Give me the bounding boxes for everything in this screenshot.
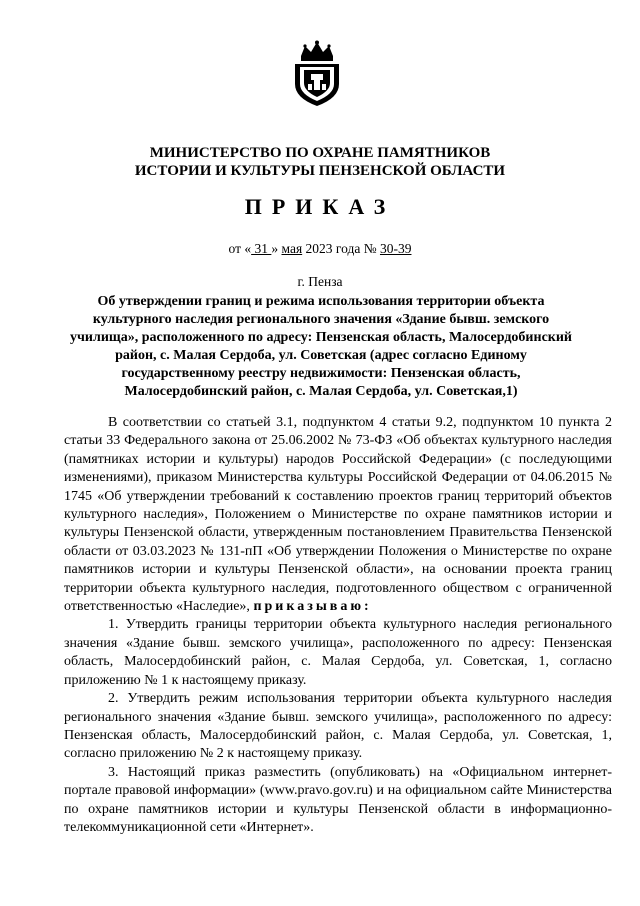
date-mid: » — [271, 241, 279, 256]
order-subject: Об утверждении границ и режима использования территории объекта культурного наследия регионального значения «Здание бывш. земского училища», расположенного по адресу: Пензенская область, Малосердобинский район, с. Малая Сердоба, ул. Советская (адрес согласно Единому государственному реестру недвижимости: Пензенская область, Малосердобинский район, с. Малая Сердоба, ул. Советская,1) — [70, 294, 572, 399]
preamble-text: В соответствии со статьей 3.1, подпунктом 4 статьи 9.2, подпунктом 10 пункта 2 статьи 33 Федерального закона от 25.06.2002 № 73-ФЗ «Об объектах культурного наследия (памятниках истории и культуры) народов Российской Федерации» (с последующими изменениями), приказом Министерства культуры Российской Федерации от 04.06.2015 № 1745 «Об утверждении требований к составлению проектов границ территорий объектов культурного наследия», Положением о Министерстве по охране памятников истории и культуры Пензенской области, утвержденным постановлением Правительства Пензенской области от 03.03.2023 № 131-пП «Об утверждении Положения о Министерстве по охране памятников истории и культуры Пензенской области», на основании проекта границ территории объекта культурного наследия, подготовленного обществом с ограниченной ответственностью «Наследие», — [64, 415, 612, 615]
order-title: ПРИКАЗ — [244, 194, 396, 219]
item-2: 2. Утвердить режим использования территории объекта культурного наследия регионального значения «Здание бывш. земского училища», расположенного по адресу: Пензенская область, Малосердобинский район, с. Малая Сердоба, ул. Советская, 1, согласно приложению № 2 к настоящему приказу. — [64, 691, 612, 762]
ministry-line-2: ИСТОРИИ И КУЛЬТУРЫ ПЕНЗЕНСКОЙ ОБЛАСТИ — [134, 163, 506, 179]
ministry-name — [60, 144, 580, 180]
ministry-line-1: МИНИСТЕРСТВО ПО ОХРАНЕ ПАМЯТНИКОВ — [149, 145, 491, 161]
date-day: 31 — [254, 241, 268, 256]
order-word: приказываю: — [253, 599, 372, 615]
item-1: 1. Утвердить границы территории объекта культурного наследия регионального значения «Здание бывш. земского училища», расположенного по адресу: Пензенская область, Малосердобинский район, с. Малая Сердоба, ул. Советская, 1, согласно приложению № 1 к настоящему приказу. — [64, 617, 612, 688]
penza-coat-of-arms-icon — [291, 40, 343, 108]
order-number: 30-39 — [379, 241, 412, 256]
order-body — [64, 414, 612, 837]
date-month: мая — [281, 241, 303, 256]
date-prefix: от « — [228, 241, 252, 256]
preamble-paragraph — [64, 414, 612, 616]
item-3: 3. Настоящий приказ разместить (опубликовать) на «Официальном интернет-портале правовой информации» (www.pravo.gov.ru) и на официальном сайте Министерства по охране памятников истории и культуры Пензенской области в информационно-телекоммуникационной сети «Интернет». — [64, 764, 612, 835]
city: г. Пенза — [297, 274, 343, 289]
order-date-line — [60, 241, 580, 257]
date-year: 2023 года № — [305, 241, 377, 256]
